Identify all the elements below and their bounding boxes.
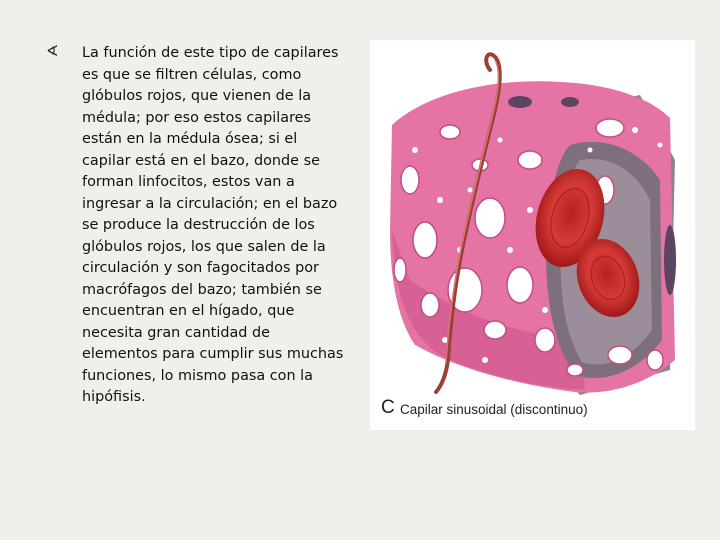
capillary-figure bbox=[370, 40, 695, 430]
body-text: La función de este tipo de capilares es que se filtren células, como glóbulos rojos, que vienen de la médula; por eso estos capilares están en la médula ósea; si el capilar está en el bazo, donde se forman linfocitos, estos van a ingresar a la circulación; en el bazo se produce la destrucción de los glóbulos rojos, los que salen de la circulación y son fagocitados por macrófagos del bazo; también se encuentran en el hígado, que necesita gran cantidad de elementos para cumplir sus muchas funciones, lo mismo pasa con la hipófisis. bbox=[82, 45, 344, 405]
bullet-icon: ∢ bbox=[46, 42, 59, 60]
panel-letter: C bbox=[381, 397, 395, 418]
figure-caption: Capilar sinusoidal (discontinuo) bbox=[400, 402, 588, 417]
sinusoidal-capillary-illustration bbox=[370, 40, 695, 430]
